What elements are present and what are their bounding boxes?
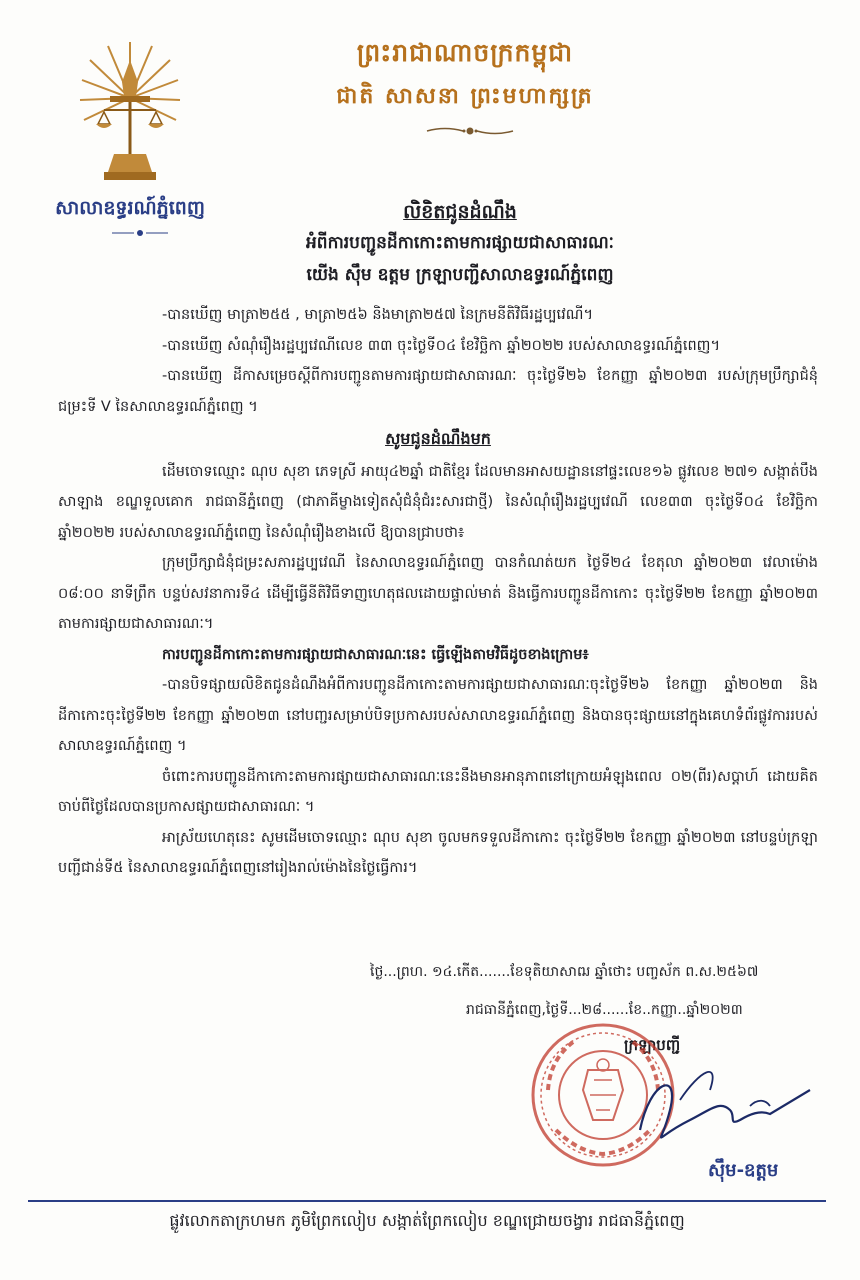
document-subject: អំពីការបញ្ជូនដីកាកោះតាមការផ្សាយជាសាធារណៈ xyxy=(305,233,614,253)
signer-name: ស៊ឹម-ឧត្តម xyxy=(708,1160,779,1181)
seen-clause-2: -បានឃើញ សំណុំរឿងរដ្ឋប្បវេណីលេខ ៣៣ ចុះថ្ងៃទី០៤ ខែវិច្ឆិកា ឆ្នាំ២០២២ របស់សាលាឧទ្ធរណ៍ភ្នំពេញ។ xyxy=(162,337,721,354)
signatory-title: ក្រឡាបញ្ជី xyxy=(624,1036,681,1054)
document-issuer: យើង ស៊ឹម ឧត្តម ក្រឡាបញ្ជីសាលាឧទ្ធរណ៍ភ្នំពេញ xyxy=(306,265,614,285)
paragraph-plaintiff: ដើមចោទឈ្មោះ ណុប សុខា ភេទស្រី អាយុ៤២ឆ្នាំ ជាតិខ្មែរ ដែលមានអាសយដ្ឋាននៅផ្ទះលេខ១៦ ផ្លូវលេខ ២៧១ សង្កាត់បឹងសាឡាង ខណ្ឌទួលគោក រាជធានីភ្នំពេញ (ជាភាគីម្ខាងទៀតសុំជំនុំជំរះសារជាថ្មី) នៃសំណុំរឿងរដ្ឋប្បវេណី លេខ៣៣ ចុះថ្ងៃទី០៤ ខែវិច្ឆិកា ឆ្នាំ២០២២ របស់សាលាឧទ្ធរណ៍ភ្នំពេញ នៃសំណុំរឿងខាងលើ ឱ្យបានជ្រាបថា៖ xyxy=(58,463,818,541)
kingdom-title: ព្រះរាជាណាចក្រកម្ពុជា xyxy=(356,38,574,67)
notify-heading: សូមជូនដំណឹងមក xyxy=(385,429,491,448)
lunar-date: ថ្ងៃ...ព្រហ. ១៤.កើត.......ខែទុតិយាសាឍ ឆ្នាំថោះ បញ្ចស័ក ព.ស.២៥៦៧ xyxy=(370,964,759,980)
document-title: លិខិតជូនដំណឹង xyxy=(403,201,517,223)
court-name: សាលាឧទ្ធរណ៍ភ្នំពេញ xyxy=(55,197,205,219)
seen-clause-1: -បានឃើញ មាត្រា២៥៥ , មាត្រា២៥៦ និងមាត្រា២៥៧ នៃក្រមនីតិវិធីរដ្ឋប្បវេណី។ xyxy=(162,307,593,323)
paragraph-conclusion: អាស្រ័យហេតុនេះ សូមដើមចោទឈ្មោះ ណុប សុខា ចូលមកទទួលដីកាកោះ ចុះថ្ងៃទី២២ ខែកញ្ញា ឆ្នាំ២០២៣ នៅបន្ទប់ក្រឡាបញ្ជីជាន់ទី៥ នៃសាលាឧទ្ធរណ៍ភ្នំពេញនៅរៀងរាល់ម៉ោងនៃថ្ងៃធ្វើការ។ xyxy=(58,829,818,876)
letter-body xyxy=(58,300,818,884)
paragraph-hearing: ក្រុមប្រឹក្សាជំនុំជម្រះសភារដ្ឋប្បវេណី នៃសាលាឧទ្ធរណ៍ភ្នំពេញ បានកំណត់យក ថ្ងៃទី២៤ ខែតុលា ឆ្នាំ២០២៣ វេលាម៉ោង ០៨:០០ នាទីព្រឹក បន្ទប់សវនាការទី៤ ដើម្បីធ្វើនីតិវិធីទាញហេតុផលដោយផ្ទាល់មាត់ និងធ្វើការបញ្ជូនដីកាកោះ ចុះថ្ងៃទី២២ ខែកញ្ញា ឆ្នាំ២០២៣ តាមការផ្សាយជាសាធារណៈ។ xyxy=(58,555,818,632)
national-motto: ជាតិ សាសនា ព្រះមហាក្សត្រ xyxy=(336,84,594,109)
footer-address: ផ្លូវលោកតាក្រហមក ភូមិព្រែកលៀប សង្កាត់ព្រែកលៀប ខណ្ឌជ្រោយចង្វារ រាជធានីភ្នំពេញ xyxy=(169,1211,685,1230)
court-emblem-icon xyxy=(78,38,182,184)
paragraph-effect: ចំពោះការបញ្ជូនដីកាកោះតាមការផ្សាយជាសាធារណៈនេះនឹងមានអានុភាពនៅក្រោយអំឡុងពេល ០២(ពីរ)សប្តាហ៍ ដោយគិតចាប់ពីថ្ងៃដែលបានប្រកាសផ្សាយជាសាធារណៈ ។ xyxy=(58,768,818,815)
handwritten-signature-icon xyxy=(610,1040,830,1160)
ornament-divider-icon xyxy=(112,228,168,238)
paragraph-method: -បានបិទផ្សាយលិខិតជូនដំណឹងអំពីការបញ្ជូនដីកាកោះតាមការផ្សាយជាសាធារណៈចុះថ្ងៃទី២៦ ខែកញ្ញា ឆ្នាំ២០២៣ និងដីកាកោះចុះថ្ងៃទី២២ ខែកញ្ញា ឆ្នាំ២០២៣ នៅបញ្ជរសម្រាប់បិទប្រកាសរបស់សាលាឧទ្ធរណ៍ភ្នំពេញ និងបានចុះផ្សាយនៅក្នុងគេហទំព័រផ្លូវការរបស់សាលាឧទ្ធរណ៍ភ្នំពេញ ។ xyxy=(58,677,818,754)
footer-divider xyxy=(28,1200,826,1202)
solar-date: រាជធានីភ្នំពេញ,ថ្ងៃទី...២៨......ខែ..កញ្ញា..ឆ្នាំ២០២៣ xyxy=(466,1002,743,1018)
seen-clause-3: -បានឃើញ ដីកាសម្រេចស្តីពីការបញ្ជូនតាមការផ្សាយជាសាធារណៈ ចុះថ្ងៃទី២៦ ខែកញ្ញា ឆ្នាំ២០២៣ របស់ក្រុមប្រឹក្សាជំនុំជម្រះទី V នៃសាលាឧទ្ធរណ៍ភ្នំពេញ ។ xyxy=(58,368,818,415)
ornament-divider-icon xyxy=(425,124,515,138)
paragraph-method-heading: ការបញ្ជូនដីកាកោះតាមការផ្សាយជាសាធារណៈនេះ ធ្វើឡើងតាមវិធីដូចខាងក្រោម៖ xyxy=(162,646,589,663)
